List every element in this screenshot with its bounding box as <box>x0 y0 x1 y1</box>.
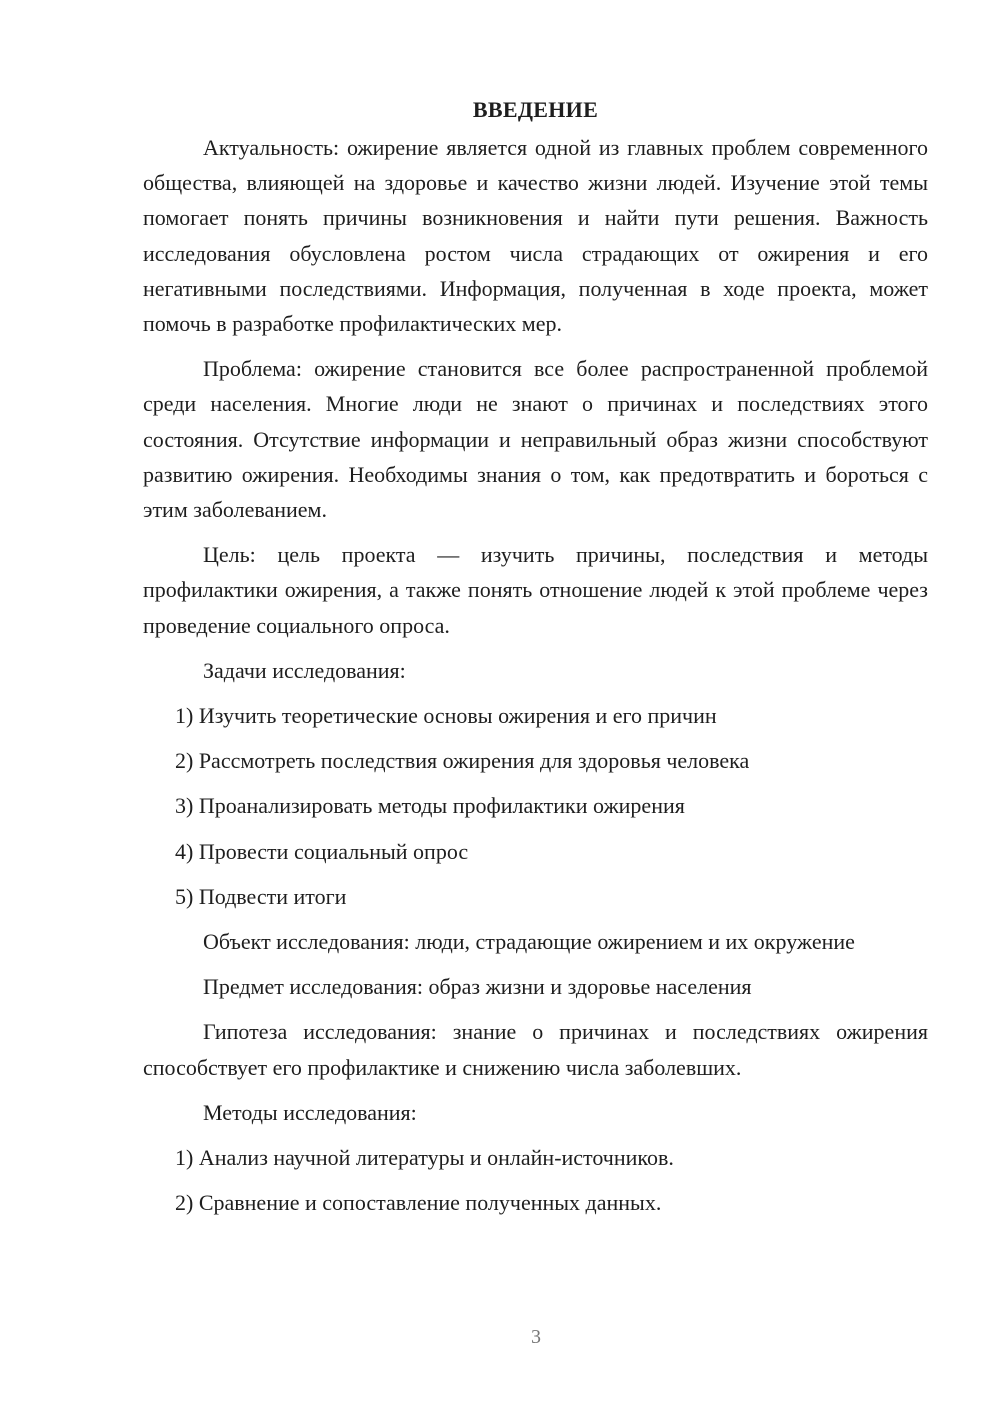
problem-paragraph: Проблема: ожирение становится все более распространенной проблемой среди населения. Многие люди не знают о причинах и последствиях этого состояния. Отсутствие информации и неправильный образ жизни способствуют развитию ожирения. Необходимы знания о том, как предотвратить и бороться с этим заболеванием. <box>143 356 928 523</box>
object-paragraph: Объект исследования: люди, страдающие ожирением и их окружение <box>203 929 855 955</box>
page-number: 3 <box>531 1326 541 1348</box>
methods-list <box>143 1140 928 1220</box>
list-item: 1) Изучить теоретические основы ожирения и его причин <box>175 703 717 729</box>
relevance-paragraph: Актуальность: ожирение является одной из главных проблем современного общества, влияющей на здоровье и качество жизни людей. Изучение этой темы помогает понять причины возникновения и найти пути решения. Важность исследования обусловлена ростом числа страдающих от ожирения и его негативными последствиями. Информация, полученная в ходе проекта, может помочь в разработке профилактических мер. <box>143 135 928 337</box>
section-title: ВВЕДЕНИЕ <box>472 97 599 122</box>
list-item: 4) Провести социальный опрос <box>175 838 469 864</box>
goal-paragraph: Цель: цель проекта — изучить причины, последствия и методы профилактики ожирения, а также понять отношение людей к этой проблеме через проведение социального опроса. <box>143 542 928 638</box>
list-item: 3) Проанализировать методы профилактики ожирения <box>175 793 685 819</box>
list-item: 2) Сравнение и сопоставление полученных данных. <box>175 1190 662 1216</box>
tasks-list <box>143 698 928 914</box>
list-item: 1) Анализ научной литературы и онлайн-источников. <box>175 1145 674 1171</box>
tasks-heading: Задачи исследования: <box>203 657 406 683</box>
methods-heading: Методы исследования: <box>203 1099 417 1125</box>
hypothesis-paragraph: Гипотеза исследования: знание о причинах и последствиях ожирения способствует его профилактике и снижению числа заболевших. <box>143 1019 928 1080</box>
list-item: 5) Подвести итоги <box>175 883 347 909</box>
document-page <box>143 94 928 1220</box>
subject-paragraph: Предмет исследования: образ жизни и здоровье населения <box>203 974 752 1000</box>
list-item: 2) Рассмотреть последствия ожирения для здоровья человека <box>175 748 750 774</box>
